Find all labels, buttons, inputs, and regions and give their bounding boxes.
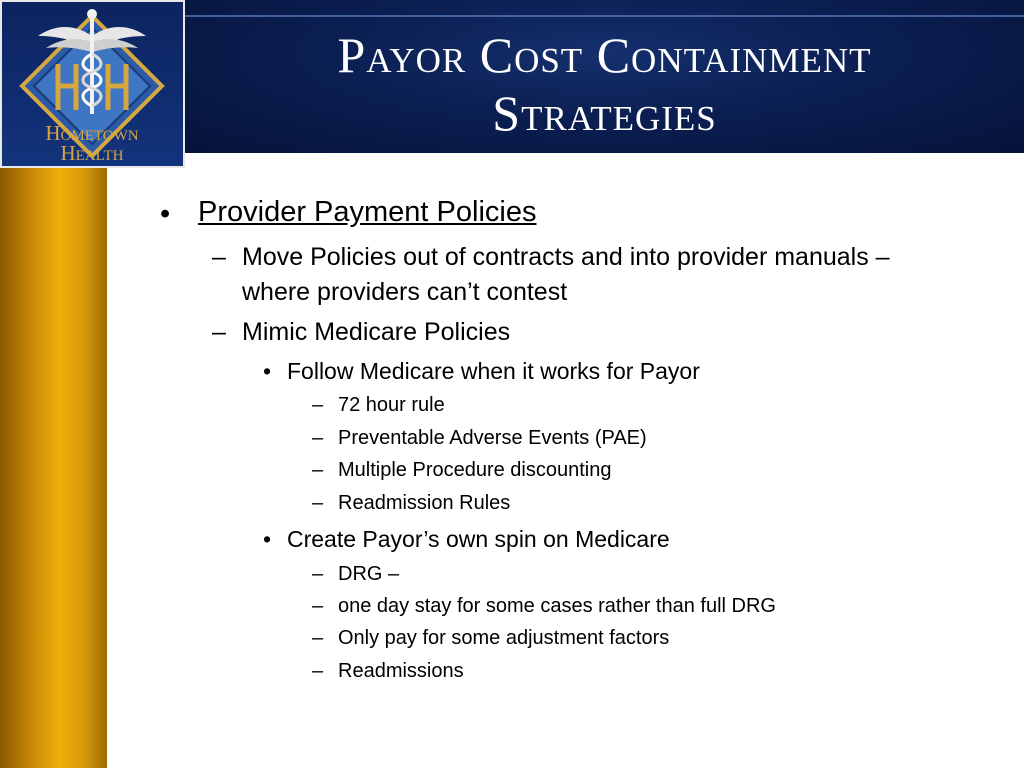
item-mimic-medicare: Mimic Medicare Policies bbox=[242, 318, 511, 346]
dash-marker: – bbox=[312, 660, 324, 682]
title-line-2: Strategies bbox=[492, 85, 717, 141]
item-move-policies-cont: where providers can’t contest bbox=[242, 278, 568, 306]
bullet-marker: • bbox=[160, 198, 171, 230]
banner-accent-line bbox=[185, 15, 1024, 17]
item-multiple-procedure: Multiple Procedure discounting bbox=[338, 459, 612, 481]
dash-marker: – bbox=[312, 595, 324, 617]
dash-marker: – bbox=[312, 492, 324, 514]
item-drg: DRG – bbox=[338, 563, 400, 585]
dash-marker: – bbox=[312, 627, 324, 649]
item-pae: Preventable Adverse Events (PAE) bbox=[338, 427, 647, 449]
logo-text-hometown: Hometown bbox=[45, 121, 139, 145]
dash-marker: – bbox=[212, 243, 226, 271]
title-line-1: Payor Cost Containment bbox=[337, 27, 872, 83]
caduceus-logo-icon bbox=[2, 2, 183, 166]
item-one-day-stay: one day stay for some cases rather than full DRG bbox=[338, 595, 776, 617]
dash-marker: – bbox=[312, 427, 324, 449]
item-move-policies: Move Policies out of contracts and into provider manuals – bbox=[242, 243, 890, 271]
item-readmission-rules: Readmission Rules bbox=[338, 492, 511, 514]
logo-text-health: Health bbox=[60, 141, 124, 165]
bullet-provider-payment-policies: Provider Payment Policies bbox=[198, 196, 537, 228]
dash-marker: – bbox=[312, 563, 324, 585]
dash-marker: – bbox=[312, 394, 324, 416]
dash-marker: – bbox=[212, 318, 226, 346]
item-follow-medicare: Follow Medicare when it works for Payor bbox=[287, 358, 700, 384]
item-72-hour-rule: 72 hour rule bbox=[338, 394, 445, 416]
slide-title bbox=[185, 26, 1024, 142]
hometown-health-logo bbox=[0, 0, 185, 168]
dash-marker: – bbox=[312, 459, 324, 481]
item-adjustment-factors: Only pay for some adjustment factors bbox=[338, 627, 670, 649]
item-readmissions: Readmissions bbox=[338, 660, 464, 682]
bullet-marker: • bbox=[263, 526, 272, 552]
bullet-marker: • bbox=[263, 358, 272, 384]
item-payor-spin: Create Payor’s own spin on Medicare bbox=[287, 526, 670, 552]
